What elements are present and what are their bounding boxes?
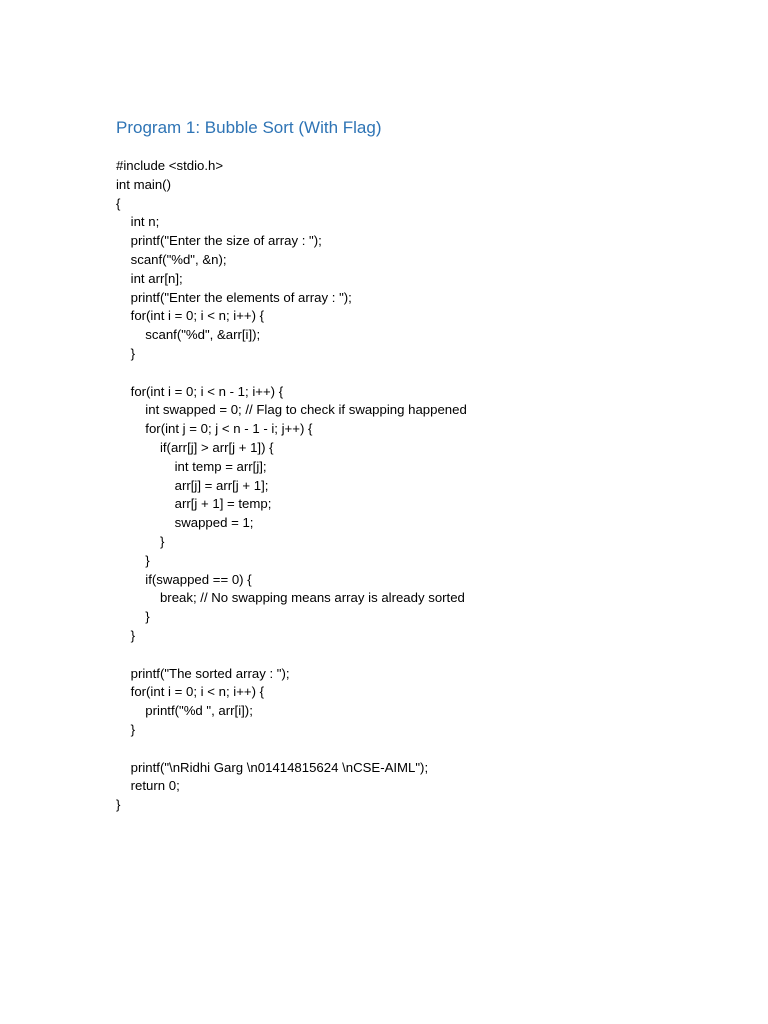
- code-line: }: [116, 721, 136, 737]
- code-line: [116, 364, 467, 383]
- code-block: [116, 157, 467, 815]
- code-line: int arr[n];: [116, 270, 183, 286]
- code-line: return 0;: [116, 778, 180, 794]
- code-line: {: [116, 195, 121, 211]
- code-line: }: [116, 609, 150, 625]
- code-line: int main(): [116, 176, 171, 192]
- code-line: printf("Enter the size of array : ");: [116, 233, 322, 249]
- code-line: [116, 646, 467, 665]
- code-line: if(swapped == 0) {: [116, 571, 252, 587]
- code-line: scanf("%d", &n);: [116, 251, 227, 267]
- code-line: printf("\nRidhi Garg \n01414815624 \nCSE-AIML");: [116, 759, 429, 775]
- code-line: swapped = 1;: [116, 515, 254, 531]
- code-line: for(int j = 0; j < n - 1 - i; j++) {: [116, 421, 313, 437]
- code-line: int swapped = 0; // Flag to check if swapping happened: [116, 402, 467, 418]
- code-line: printf("%d ", arr[i]);: [116, 703, 253, 719]
- code-line: }: [116, 797, 121, 813]
- code-line: }: [116, 552, 150, 568]
- code-line: arr[j + 1] = temp;: [116, 496, 272, 512]
- code-line: }: [116, 533, 165, 549]
- code-line: if(arr[j] > arr[j + 1]) {: [116, 439, 274, 455]
- code-line: printf("The sorted array : ");: [116, 665, 290, 681]
- code-line: for(int i = 0; i < n - 1; i++) {: [116, 383, 284, 399]
- code-line: #include <stdio.h>: [116, 158, 224, 173]
- code-line: for(int i = 0; i < n; i++) {: [116, 684, 265, 700]
- code-line: break; // No swapping means array is already sorted: [116, 590, 465, 606]
- program-heading: Program 1: Bubble Sort (With Flag): [116, 118, 382, 137]
- code-line: for(int i = 0; i < n; i++) {: [116, 308, 265, 324]
- code-line: }: [116, 627, 136, 643]
- code-line: printf("Enter the elements of array : ");: [116, 289, 352, 305]
- code-line: arr[j] = arr[j + 1];: [116, 477, 269, 493]
- code-line: int n;: [116, 214, 160, 230]
- code-line: int temp = arr[j];: [116, 458, 267, 474]
- code-line: scanf("%d", &arr[i]);: [116, 327, 261, 343]
- code-line: }: [116, 345, 136, 361]
- code-line: [116, 740, 467, 759]
